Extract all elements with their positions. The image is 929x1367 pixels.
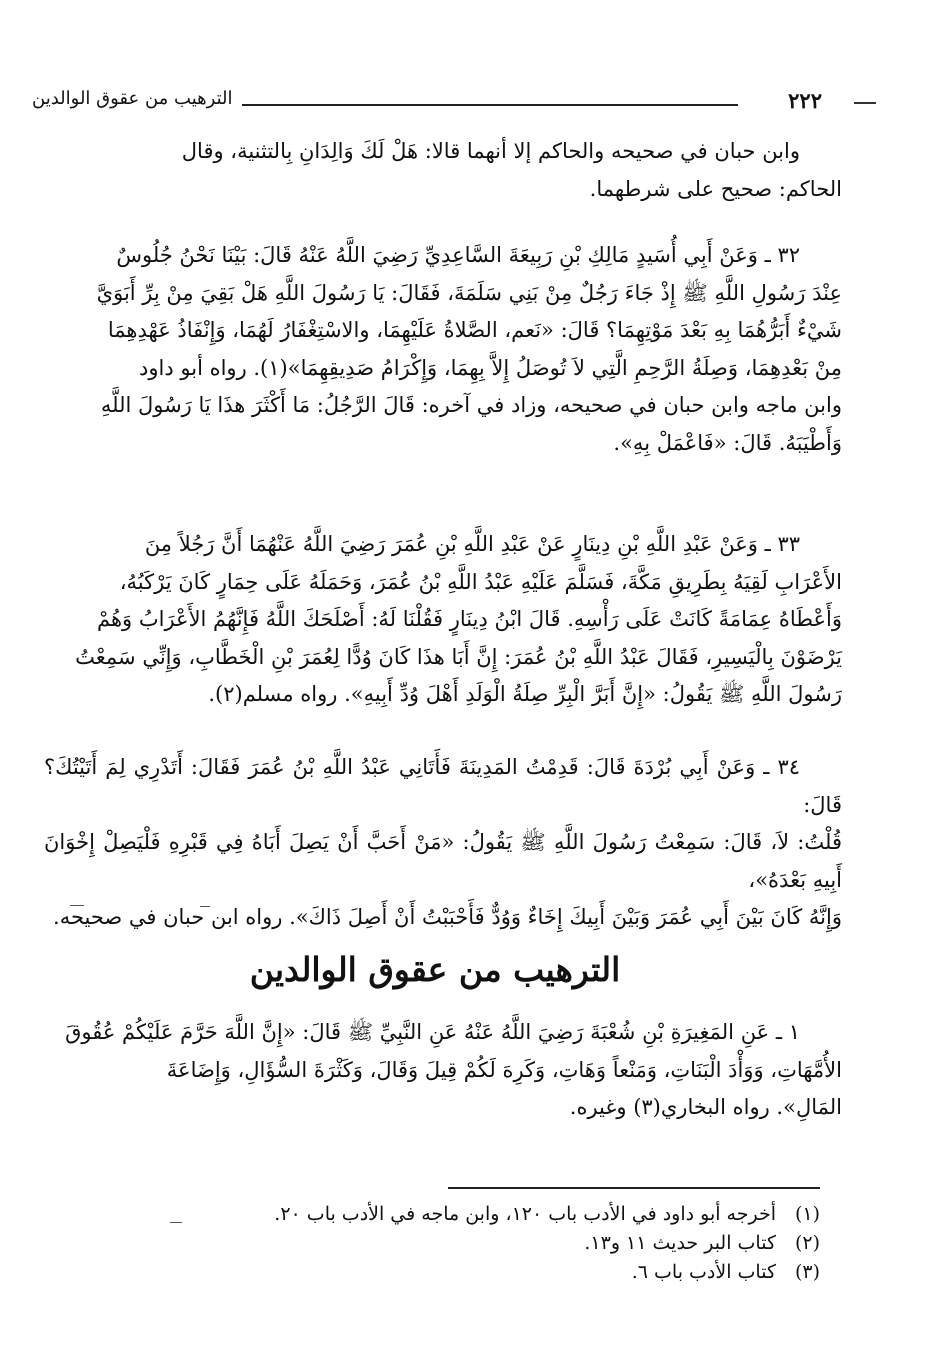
paragraph-line: يَرْضَوْنَ بِالْيَسِيرِ، فَقَالَ عَبْدُ اللَّهِ بْنُ عُمَرَ: إِنَّ أَبَا هذَا كَانَ وُدًّا لِعُمَرَ بْنِ الْخَطَّابِ، وَإِنِّي سَمِعْتُ <box>75 644 842 669</box>
paragraph-line: الأَعْرَابِ لَقِيَهُ بِطَرِيقِ مَكَّةَ، فَسَلَّمَ عَلَيْهِ عَبْدُ اللَّهِ بْنُ عُمَرَ، وَحَمَلَهُ عَلَى حِمَارٍ كَانَ يَرْكَبُهُ، <box>119 569 842 594</box>
paragraph-line: عِنْدَ رَسُولِ اللَّهِ ﷺ إِذْ جَاءَ رَجُلٌ مِنْ بَنِي سَلَمَةَ، فَقَالَ: يَا رَسُولَ اللَّهِ هَلْ بَقِيَ مِنْ بِرِّ أَبَوَيَّ <box>96 280 842 305</box>
paragraph-line: الأُمَّهَاتِ، وَوَأْدَ الْبَنَاتِ، وَمَنْعاً وَهَاتِ، وَكَرِهَ لَكُمْ قِيلَ وَقَالَ، وَكَثْرَةَ السُّؤَالِ، وَإِضَاعَةَ <box>166 1057 842 1082</box>
section-hadith-1 <box>44 1014 842 1127</box>
paragraph-line: ١ ـ عَنِ المَغِيرَةِ بْنِ شُعْبَةَ رَضِيَ اللَّهُ عَنْهُ عَنِ النَّبِيِّ ﷺ قَالَ: «إِنَّ اللَّهَ حَرَّمَ عَلَيْكُمْ عُقُوقَ <box>65 1020 800 1044</box>
paragraph-line: شَيْءٌ أَبَرُّهُمَا بِهِ بَعْدَ مَوْتِهِمَا؟ قَالَ: «نَعم، الصَّلاةُ عَلَيْهِمَا، والاسْتِغْفَارُ لَهُمَا، وَإِنْفَاذُ عَهْدِهِمَا <box>107 318 842 342</box>
paragraph-continuation <box>44 133 842 208</box>
paragraph-line: المَالِ». رواه البخاري(٣) وغيره. <box>569 1095 842 1119</box>
footnote-number: (١) <box>794 1203 820 1225</box>
footnotes <box>160 1200 820 1287</box>
paragraph-line: ٣٣ ـ وَعَنْ عَبْدِ اللَّهِ بْنِ دِينَارٍ عَنْ عَبْدِ اللَّهِ بْنِ عُمَرَ رَضِيَ اللَّهُ عَنْهُمَا أَنَّ رَجُلاً مِنَ <box>144 532 800 556</box>
paragraph-line: وابن حبان في صحيحه والحاكم إلا أنهما قالا: هَلْ لَكَ وَالِدَانِ بِالتثنية، وقال <box>181 139 800 163</box>
header-rule <box>242 104 738 106</box>
paragraph-line: وَإِنَّهُ كَانَ بَيْنَ أَبِي عُمَرَ وَبَيْنَ أَبِيكَ إِخَاءٌ وَوُدٌّ فَأَحْبَبْتُ أَنْ أَصِلَ ذَاكَ». رواه ابن حبان في صحيحه. <box>53 905 842 929</box>
footnote-text: كتاب البر حديث ١١ و١٣. <box>584 1232 776 1254</box>
scan-mark <box>200 906 210 907</box>
footnote-number: (٢) <box>794 1232 820 1254</box>
paragraph-line: الحاكم: صحيح على شرطهما. <box>589 176 842 201</box>
scan-mark <box>70 905 84 906</box>
running-title: الترهيب من عقوق الوالدين <box>32 88 233 109</box>
page-header <box>30 86 850 120</box>
paragraph-line: وابن ماجه وابن حبان في صحيحه، وزاد في آخره: قَالَ الرَّجُلُ: مَا أَكْثَرَ هذَا يَا رَسُولَ اللَّهِ <box>100 393 842 417</box>
footnote-item <box>160 1200 820 1229</box>
paragraph-line: مِنْ بَعْدِهِمَا، وَصِلَةُ الرَّحِمِ الَّتِي لاَ تُوصَلُ إِلاَّ بِهِمَا، وَإِكْرَامُ صَدِيقِهِمَا»(١). رواه أبو داود <box>139 355 842 380</box>
hadith-34 <box>44 749 842 937</box>
footnote-text: أخرجه أبو داود في الأدب باب ١٢٠، وابن ماجه في الأدب باب ٢٠. <box>274 1203 776 1225</box>
paragraph-line: رَسُولَ اللَّهِ ﷺ يَقُولُ: «إِنَّ أَبَرَّ الْبِرِّ صِلَةُ الْوَلَدِ أَهْلَ وُدِّ أَبِيهِ». رواه مسلم(٢). <box>208 682 842 706</box>
paragraph-line: وَأَعْطَاهُ عِمَامَةً كَانَتْ عَلَى رَأْسِهِ. قَالَ ابْنُ دِينَارٍ فَقُلْنَا لَهُ: أَصْلَحَكَ اللَّهُ فَإِنَّهُمُ الأَعْرَابُ وَهُمْ <box>96 607 842 631</box>
header-dash <box>854 102 876 104</box>
paragraph-line: ٣٤ ـ وَعَنْ أَبِي بُرْدَةَ قَالَ: قَدِمْتُ المَدِينَةَ فَأَتَانِي عَبْدُ اللَّهِ بْنُ عُمَرَ فَقَالَ: أَتَدْرِي لِمَ أَتَيْتُكَ؟ قَالَ: <box>44 755 842 817</box>
paragraph-line: قُلْتُ: لاَ، قَالَ: سَمِعْتُ رَسُولَ اللَّهِ ﷺ يَقُولُ: «مَنْ أَحَبَّ أَنْ يَصِلَ أَبَاهُ فِي قَبْرِهِ فَلْيَصِلْ إِخْوَانَ أَبِيهِ بَعْدَهُ»، <box>44 830 842 892</box>
paragraph-line: ٣٢ ـ وَعَنْ أَبِي أُسَيدٍ مَالِكِ بْنِ رَبِيعَةَ السَّاعِدِيِّ رَضِيَ اللَّهُ عَنْهُ قَالَ: بَيْنَا نَحْنُ جُلُوسٌ <box>116 243 800 267</box>
paragraph-line: وَأَطْيَبَهُ. قَالَ: «فَاعْمَلْ بِهِ». <box>613 430 842 455</box>
footnote-number: (٣) <box>794 1261 820 1283</box>
footnote-item <box>160 1229 820 1258</box>
footnote-item <box>160 1258 820 1287</box>
hadith-33 <box>44 526 842 714</box>
footnote-text: كتاب الأدب باب ٦. <box>631 1261 776 1283</box>
hadith-32 <box>44 237 842 462</box>
footnote-rule <box>448 1187 820 1189</box>
section-title: الترهيب من عقوق الوالدين <box>249 950 621 989</box>
page-number: ٢٢٢ <box>788 88 822 113</box>
scan-mark <box>170 1222 182 1223</box>
